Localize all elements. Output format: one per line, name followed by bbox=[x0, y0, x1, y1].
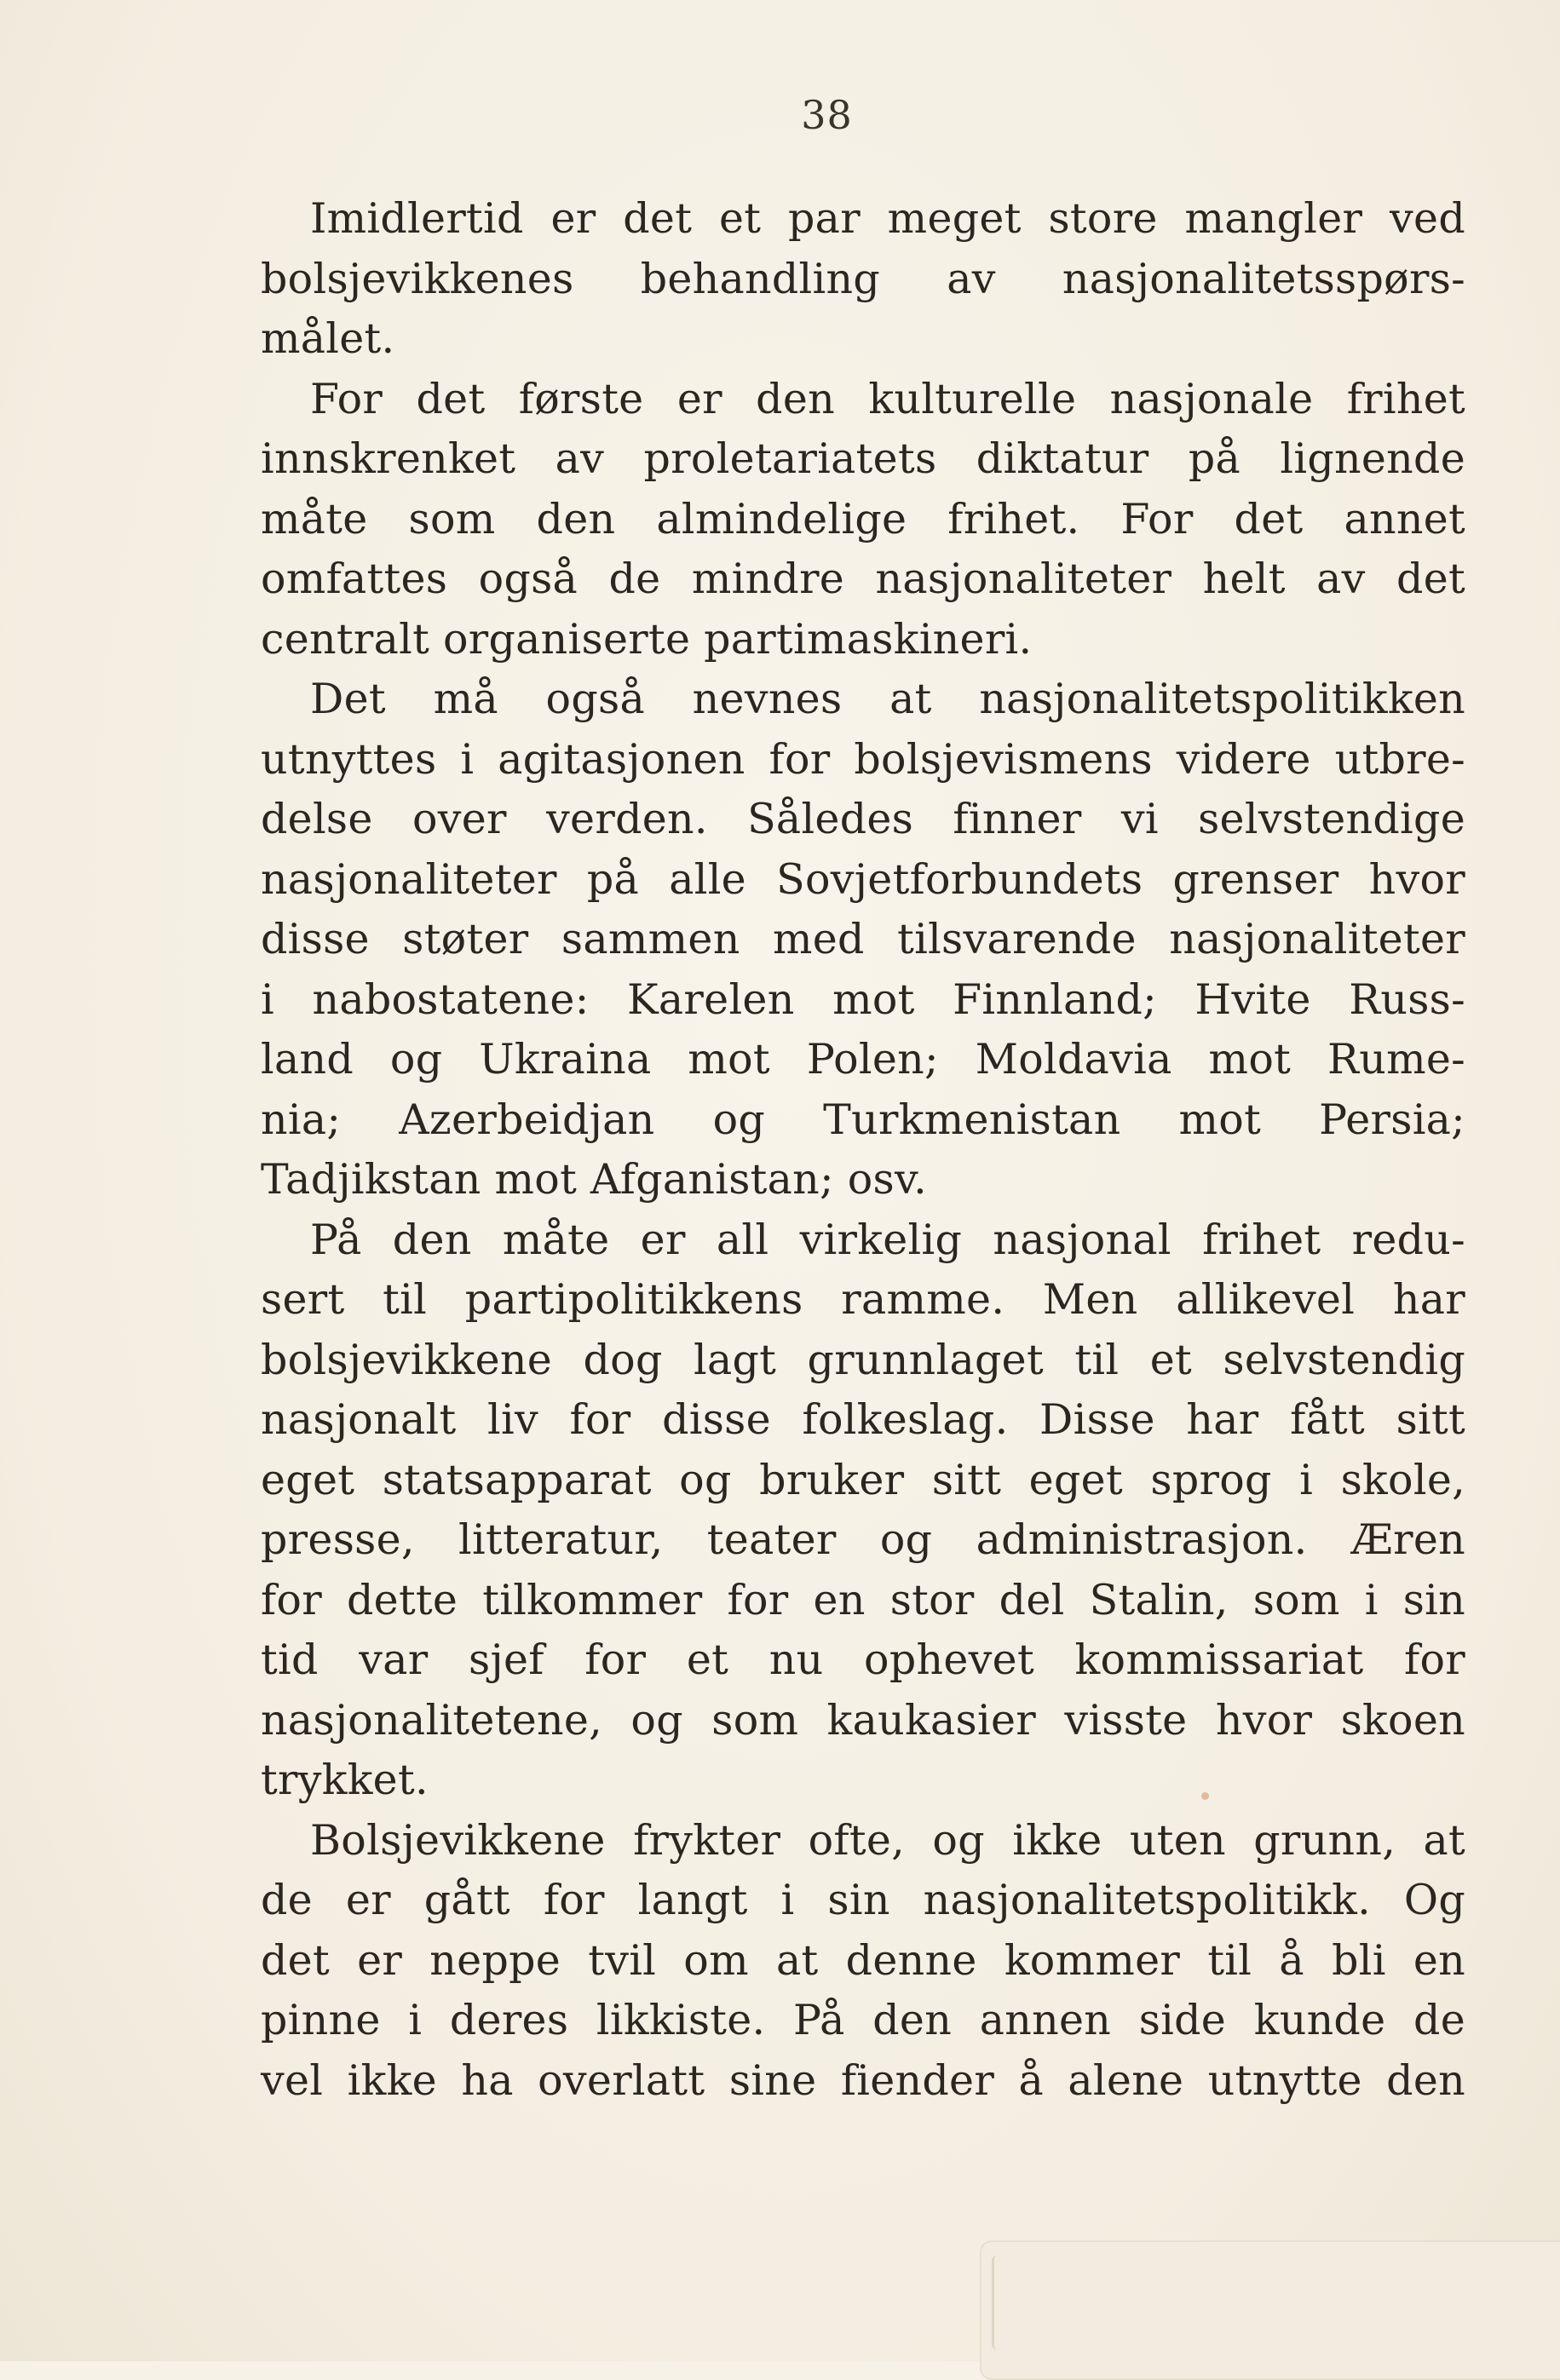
text-line: På den måte er all virkelig nasjonal frihet redu- bbox=[310, 1215, 1465, 1264]
text-line: måte som den almindelige frihet. For det annet bbox=[261, 494, 1465, 543]
paper-speck bbox=[1201, 1792, 1209, 1800]
text-line: omfattes også de mindre nasjonaliteter helt av det bbox=[261, 555, 1465, 603]
text-line: eget statsapparat og bruker sitt eget sprog i skole, bbox=[261, 1455, 1465, 1504]
text-line: i nabostatene: Karelen mot Finnland; Hvite Russ- bbox=[261, 974, 1465, 1024]
text-line: Det må også nevnes at nasjonalitetspolitikken bbox=[310, 675, 1465, 723]
text-line: nasjonaliteter på alle Sovjetforbundets grenser hvor bbox=[261, 854, 1465, 904]
page-number: 38 bbox=[801, 92, 853, 138]
text-line: land og Ukraina mot Polen; Moldavia mot Rume- bbox=[261, 1035, 1465, 1084]
text-line: nasjonalitetene, og som kaukasier visste hvor skoen bbox=[261, 1695, 1465, 1745]
text-line: bolsjevikkenes behandling av nasjonalitetsspørs- bbox=[261, 254, 1465, 303]
text-line: trykket. bbox=[261, 1756, 429, 1804]
text-line: pinne i deres likkiste. På den annen side kunde de bbox=[261, 1996, 1465, 2044]
text-line: Imidlertid er det et par meget store mangler ved bbox=[310, 194, 1465, 243]
text-line: tid var sjef for et nu ophevet kommissariat for bbox=[261, 1636, 1465, 1684]
text-line: sert til partipolitikkens ramme. Men allikevel har bbox=[261, 1275, 1465, 1324]
label-edge bbox=[992, 2256, 1001, 2349]
text-line: for dette tilkommer for en stor del Stalin, som i sin bbox=[261, 1575, 1465, 1624]
text-line: Bolsjevikkene frykter ofte, og ikke uten grunn, at bbox=[310, 1815, 1465, 1865]
text-line: det er neppe tvil om at denne kommer til å bli en bbox=[261, 1935, 1465, 1985]
text-line: bolsjevikkene dog lagt grunnlaget til et selvstendig bbox=[261, 1335, 1465, 1384]
library-label bbox=[980, 2240, 1560, 2380]
text-line: presse, litteratur, teater og administrasjon. Æren bbox=[261, 1515, 1465, 1564]
text-line: vel ikke ha overlatt sine fiender å alene utnytte den bbox=[261, 2055, 1465, 2105]
text-line: nasjonalt liv for disse folkeslag. Disse har fått sitt bbox=[261, 1395, 1465, 1444]
text-line: nia; Azerbeidjan og Turkmenistan mot Persia; bbox=[261, 1095, 1465, 1144]
text-line: utnyttes i agitasjonen for bolsjevismens videre utbre- bbox=[261, 734, 1465, 784]
text-line: For det første er den kulturelle nasjonale frihet bbox=[310, 374, 1465, 423]
text-line: innskrenket av proletariatets diktatur på lignende bbox=[261, 434, 1465, 483]
text-line: centralt organiserte partimaskineri. bbox=[261, 614, 1033, 664]
text-line: de er gått for langt i sin nasjonalitetspolitikk. Og bbox=[261, 1876, 1465, 1924]
text-line: Tadjikstan mot Afganistan; osv. bbox=[261, 1155, 927, 1204]
text-line: delse over verden. Således finner vi selvstendige bbox=[261, 795, 1465, 843]
body-text bbox=[261, 189, 1465, 2111]
text-line: disse støter sammen med tilsvarende nasjonaliteter bbox=[261, 915, 1465, 963]
text-line: målet. bbox=[261, 314, 395, 363]
